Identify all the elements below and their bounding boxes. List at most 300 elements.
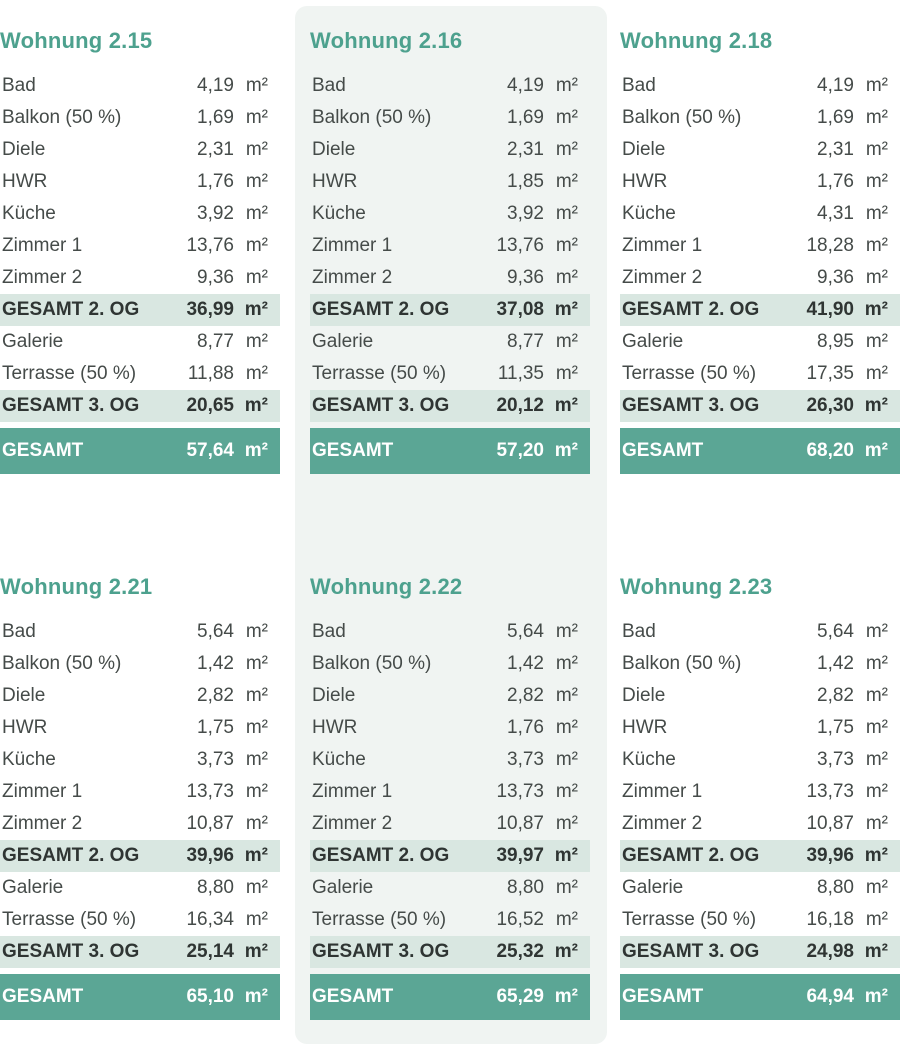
room-row [310,648,590,680]
room-row [0,70,280,102]
room-row [310,808,590,840]
area-unit: m² [865,203,888,224]
area-unit: m² [864,941,888,962]
room-row [620,102,900,134]
area-value: 20,12 [496,395,544,416]
area-unit: m² [244,941,268,962]
area-value: 10,87 [496,813,544,834]
area-unit: m² [554,299,578,320]
room-label: Diele [312,685,356,706]
room-row [620,230,900,262]
room-row [0,808,280,840]
room-label: Bad [312,621,346,642]
room-label: Diele [622,685,666,706]
area-unit: m² [555,139,578,160]
area-unit: m² [245,813,268,834]
area-unit: m² [864,395,888,416]
area-unit: m² [245,749,268,770]
area-value: 1,76 [197,171,234,192]
room-row [0,166,280,198]
apartment-table [620,574,900,1020]
area-value: 8,80 [817,877,854,898]
area-unit: m² [555,171,578,192]
area-unit: m² [555,203,578,224]
area-unit: m² [554,986,578,1007]
area-unit: m² [865,267,888,288]
room-label: Galerie [622,877,684,898]
room-label: Zimmer 1 [312,235,393,256]
area-value: 36,99 [186,299,234,320]
area-value: 11,88 [187,363,234,384]
area-value: 1,76 [817,171,854,192]
area-value: 1,42 [507,653,544,674]
subtotal-row [310,840,590,872]
room-label: Küche [312,749,366,770]
area-unit: m² [865,749,888,770]
room-label: Bad [622,75,656,96]
subtotal-row [620,936,900,968]
area-unit: m² [555,235,578,256]
room-row [620,70,900,102]
room-label: Küche [622,203,676,224]
area-unit: m² [865,685,888,706]
area-value: 17,35 [806,363,854,384]
area-unit: m² [865,877,888,898]
area-unit: m² [555,749,578,770]
area-unit: m² [245,653,268,674]
apartment-table [620,28,900,474]
room-row [310,326,590,358]
room-row [310,712,590,744]
total-row [310,428,590,474]
room-label: Diele [2,685,46,706]
room-label: Galerie [312,877,374,898]
room-row [620,712,900,744]
area-value: 8,77 [507,331,544,352]
area-value: 4,19 [817,75,854,96]
subtotal-row [620,840,900,872]
room-row [0,872,280,904]
room-label: Zimmer 1 [622,235,703,256]
subtotal-row [0,294,280,326]
room-label: Terrasse (50 %) [2,363,137,384]
room-label: Diele [622,139,666,160]
area-value: 8,95 [817,331,854,352]
area-value: 13,76 [186,235,234,256]
area-value: 26,30 [806,395,854,416]
room-label: Bad [2,75,36,96]
area-value: 57,64 [186,440,234,461]
area-value: 3,73 [817,749,854,770]
room-label: GESAMT 3. OG [2,941,140,962]
room-label: Küche [312,203,366,224]
room-row [620,744,900,776]
area-value: 16,18 [806,909,854,930]
area-value: 24,98 [806,941,854,962]
apartment-table [0,28,280,474]
room-label: Balkon (50 %) [312,653,432,674]
area-value: 1,69 [507,107,544,128]
area-value: 2,82 [197,685,234,706]
area-unit: m² [244,845,268,866]
area-value: 2,31 [197,139,234,160]
room-label: Küche [622,749,676,770]
room-label: Zimmer 2 [2,267,83,288]
area-value: 1,85 [507,171,544,192]
room-label: GESAMT 2. OG [622,299,760,320]
room-label: Zimmer 2 [2,813,83,834]
room-row [0,230,280,262]
area-unit: m² [245,171,268,192]
room-row [620,134,900,166]
area-value: 18,28 [806,235,854,256]
room-label: GESAMT 2. OG [2,299,140,320]
total-row [310,974,590,1020]
room-label: GESAMT 2. OG [312,845,450,866]
subtotal-row [0,840,280,872]
room-label: Küche [2,749,56,770]
area-value: 8,77 [197,331,234,352]
area-value: 2,31 [817,139,854,160]
area-unit: m² [865,235,888,256]
area-unit: m² [555,781,578,802]
area-value: 4,19 [507,75,544,96]
room-row [310,134,590,166]
area-unit: m² [245,203,268,224]
area-value: 4,19 [197,75,234,96]
area-value: 2,82 [507,685,544,706]
area-unit: m² [555,813,578,834]
area-value: 3,92 [507,203,544,224]
area-value: 2,82 [817,685,854,706]
area-unit: m² [245,107,268,128]
area-unit: m² [245,685,268,706]
area-unit: m² [555,331,578,352]
room-row [310,616,590,648]
subtotal-row [310,294,590,326]
room-label: Terrasse (50 %) [312,363,447,384]
area-value: 9,36 [507,267,544,288]
total-row [620,428,900,474]
room-label: GESAMT 3. OG [2,395,140,416]
room-row [0,680,280,712]
room-row [310,872,590,904]
room-label: GESAMT [622,986,704,1007]
area-unit: m² [865,813,888,834]
area-unit: m² [245,363,268,384]
room-row [0,358,280,390]
area-unit: m² [245,781,268,802]
area-unit: m² [555,877,578,898]
area-value: 68,20 [806,440,854,461]
area-unit: m² [555,685,578,706]
area-unit: m² [245,75,268,96]
room-label: Zimmer 1 [2,781,83,802]
area-unit: m² [244,986,268,1007]
area-value: 39,96 [806,845,854,866]
room-row [0,198,280,230]
area-value: 3,92 [197,203,234,224]
area-value: 16,52 [496,909,544,930]
area-value: 5,64 [817,621,854,642]
room-label: Galerie [622,331,684,352]
area-value: 16,34 [186,909,234,930]
room-row [0,616,280,648]
room-row [0,648,280,680]
area-unit: m² [864,299,888,320]
room-row [620,872,900,904]
room-label: Galerie [312,331,374,352]
room-label: Zimmer 2 [622,267,703,288]
area-unit: m² [245,717,268,738]
room-row [310,198,590,230]
area-unit: m² [864,986,888,1007]
area-unit: m² [555,363,578,384]
area-unit: m² [865,621,888,642]
room-row [0,776,280,808]
area-value: 39,96 [186,845,234,866]
area-value: 25,32 [496,941,544,962]
area-value: 39,97 [496,845,544,866]
area-unit: m² [555,653,578,674]
apartment-title: Wohnung 2.18 [620,28,773,53]
room-row [0,134,280,166]
area-unit: m² [245,909,268,930]
room-row [620,648,900,680]
apartment-title: Wohnung 2.21 [0,574,153,599]
total-row [620,974,900,1020]
area-value: 9,36 [197,267,234,288]
area-value: 64,94 [806,986,854,1007]
room-label: Diele [2,139,46,160]
area-unit: m² [865,717,888,738]
room-label: HWR [2,717,48,738]
room-label: HWR [2,171,48,192]
room-label: GESAMT [312,440,394,461]
area-unit: m² [244,299,268,320]
area-unit: m² [554,440,578,461]
room-label: Balkon (50 %) [622,107,742,128]
subtotal-row [0,936,280,968]
area-unit: m² [245,235,268,256]
area-value: 13,73 [186,781,234,802]
area-unit: m² [865,171,888,192]
room-label: GESAMT [2,440,84,461]
area-value: 10,87 [806,813,854,834]
total-row [0,974,280,1020]
room-label: Balkon (50 %) [2,653,122,674]
area-unit: m² [555,267,578,288]
area-value: 8,80 [197,877,234,898]
room-label: GESAMT [312,986,394,1007]
area-value: 13,73 [496,781,544,802]
room-row [310,70,590,102]
area-unit: m² [865,331,888,352]
room-label: Zimmer 1 [622,781,703,802]
room-row [620,904,900,936]
area-unit: m² [864,440,888,461]
room-label: Galerie [2,331,64,352]
room-label: Zimmer 2 [312,813,393,834]
room-label: HWR [312,171,358,192]
room-label: Zimmer 1 [312,781,393,802]
room-label: Terrasse (50 %) [622,363,757,384]
subtotal-row [310,936,590,968]
area-value: 2,31 [507,139,544,160]
apartment-table [310,28,590,474]
area-unit: m² [865,139,888,160]
area-unit: m² [865,653,888,674]
subtotal-row [620,390,900,422]
room-row [0,326,280,358]
area-unit: m² [245,267,268,288]
area-value: 5,64 [507,621,544,642]
room-row [620,326,900,358]
room-label: Bad [2,621,36,642]
room-label: HWR [312,717,358,738]
area-unit: m² [555,909,578,930]
area-unit: m² [864,845,888,866]
area-unit: m² [865,781,888,802]
area-unit: m² [555,75,578,96]
room-label: Balkon (50 %) [312,107,432,128]
room-row [620,776,900,808]
room-row [620,358,900,390]
room-row [620,616,900,648]
room-label: Terrasse (50 %) [622,909,757,930]
apartment-title: Wohnung 2.16 [310,28,463,53]
room-label: HWR [622,717,668,738]
area-value: 3,73 [197,749,234,770]
area-value: 1,76 [507,717,544,738]
area-value: 11,35 [497,363,544,384]
area-value: 1,75 [197,717,234,738]
room-row [0,102,280,134]
room-label: Balkon (50 %) [2,107,122,128]
area-value: 3,73 [507,749,544,770]
area-value: 65,10 [186,986,234,1007]
area-unit: m² [245,331,268,352]
apartment-table [0,574,280,1020]
area-unit: m² [245,877,268,898]
area-value: 1,42 [197,653,234,674]
apartment-title: Wohnung 2.22 [310,574,463,599]
apartment-title: Wohnung 2.15 [0,28,153,53]
room-label: Terrasse (50 %) [312,909,447,930]
room-label: Bad [312,75,346,96]
room-label: Küche [2,203,56,224]
area-value: 8,80 [507,877,544,898]
room-label: GESAMT 2. OG [312,299,450,320]
area-value: 10,87 [186,813,234,834]
room-label: Bad [622,621,656,642]
room-label: GESAMT 2. OG [622,845,760,866]
room-row [310,102,590,134]
room-label: GESAMT 3. OG [622,941,760,962]
area-value: 1,75 [817,717,854,738]
room-label: Diele [312,139,356,160]
room-row [310,358,590,390]
area-unit: m² [554,941,578,962]
room-label: GESAMT [2,986,84,1007]
apartment-table [310,574,590,1020]
area-value: 13,73 [806,781,854,802]
area-unit: m² [865,363,888,384]
area-value: 1,69 [197,107,234,128]
room-row [620,680,900,712]
room-label: Terrasse (50 %) [2,909,137,930]
room-row [310,166,590,198]
area-unit: m² [555,621,578,642]
room-row [310,680,590,712]
area-unit: m² [245,621,268,642]
room-label: GESAMT 3. OG [622,395,760,416]
room-row [0,904,280,936]
room-label: GESAMT 2. OG [2,845,140,866]
room-label: Balkon (50 %) [622,653,742,674]
room-row [620,198,900,230]
area-unit: m² [555,717,578,738]
area-value: 57,20 [496,440,544,461]
area-value: 25,14 [186,941,234,962]
room-row [620,808,900,840]
area-unit: m² [555,107,578,128]
area-value: 41,90 [806,299,854,320]
room-label: Galerie [2,877,64,898]
room-row [0,712,280,744]
area-value: 9,36 [817,267,854,288]
room-label: HWR [622,171,668,192]
room-label: Zimmer 2 [312,267,393,288]
room-label: Zimmer 2 [622,813,703,834]
subtotal-row [310,390,590,422]
subtotal-row [620,294,900,326]
room-label: GESAMT 3. OG [312,395,450,416]
room-label: GESAMT [622,440,704,461]
room-label: Zimmer 1 [2,235,83,256]
area-value: 65,29 [496,986,544,1007]
area-value: 20,65 [186,395,234,416]
room-row [310,262,590,294]
subtotal-row [0,390,280,422]
area-value: 1,42 [817,653,854,674]
area-unit: m² [554,395,578,416]
area-unit: m² [554,845,578,866]
area-unit: m² [865,107,888,128]
room-row [310,776,590,808]
room-row [310,744,590,776]
room-row [620,166,900,198]
room-row [310,230,590,262]
area-value: 5,64 [197,621,234,642]
room-row [0,262,280,294]
area-unit: m² [244,395,268,416]
room-label: GESAMT 3. OG [312,941,450,962]
area-unit: m² [865,75,888,96]
area-value: 4,31 [817,203,854,224]
area-value: 13,76 [496,235,544,256]
room-row [0,744,280,776]
area-value: 37,08 [496,299,544,320]
room-row [310,904,590,936]
area-unit: m² [244,440,268,461]
area-unit: m² [865,909,888,930]
apartment-title: Wohnung 2.23 [620,574,773,599]
room-row [620,262,900,294]
total-row [0,428,280,474]
area-unit: m² [245,139,268,160]
area-value: 1,69 [817,107,854,128]
